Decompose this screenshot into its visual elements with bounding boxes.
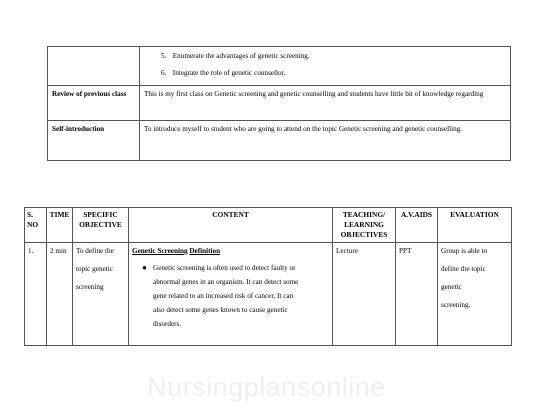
content-bullet: ● Genetic screening is often used to detect faulty or abnormal genes in an organism. It can detect some gene related to an increased risk of cancer, It can also detect some genes known to cause genetic disorders. — [132, 263, 329, 333]
cell-av-aids: PPT — [396, 243, 438, 346]
watermark: Nursingplansonline — [147, 372, 386, 402]
cell-time: 2 min — [47, 243, 73, 346]
objectives-label-cell — [48, 47, 140, 86]
content-heading: Genetic Screening Definition — [132, 247, 221, 255]
self-intro-label: Self-introduction — [48, 121, 140, 161]
header-evaluation: EVALUATION — [438, 208, 512, 243]
review-label: Review of previous class — [48, 86, 140, 121]
review-value: This is my first class on Genetic screening and genetic counselling and students have little bit of knowledge regarding — [140, 86, 511, 121]
header-content: CONTENT — [129, 208, 333, 243]
header-specific-objective: SPECIFIC OBJECTIVE — [73, 208, 129, 243]
review-row — [48, 86, 511, 121]
header-sno: S. NO — [25, 208, 47, 243]
self-intro-row — [48, 121, 511, 161]
table-row — [25, 243, 512, 346]
lesson-plan-table — [24, 207, 512, 346]
objective-item: 5. Enumerate the advantages of genetic screening. — [161, 52, 310, 60]
bullet-icon: ● — [142, 263, 147, 272]
cell-content — [129, 243, 333, 346]
header-row — [25, 208, 512, 243]
cell-sno: 1. — [25, 243, 47, 346]
header-time: TIME — [47, 208, 73, 243]
header-teaching: TEACHING/ LEARNING OBJECTIVES — [333, 208, 396, 243]
header-av-aids: A.V.AIDS — [396, 208, 438, 243]
self-intro-value: To introduce myself to student who are going to attend on the topic Genetic screening and genetic counselling. — [140, 121, 511, 161]
cell-evaluation: Group is able to define the topic genetic screening. — [438, 243, 512, 346]
cell-teaching: Lecture — [333, 243, 396, 346]
objectives-list — [140, 51, 510, 78]
lesson-intro-table — [47, 46, 511, 161]
objective-item: 6. Integrate the role of genetic counsellor. — [161, 69, 286, 77]
cell-specific-objective: To define the topic genetic screening — [73, 243, 129, 346]
objectives-cell — [140, 47, 511, 86]
objectives-row — [48, 47, 511, 86]
